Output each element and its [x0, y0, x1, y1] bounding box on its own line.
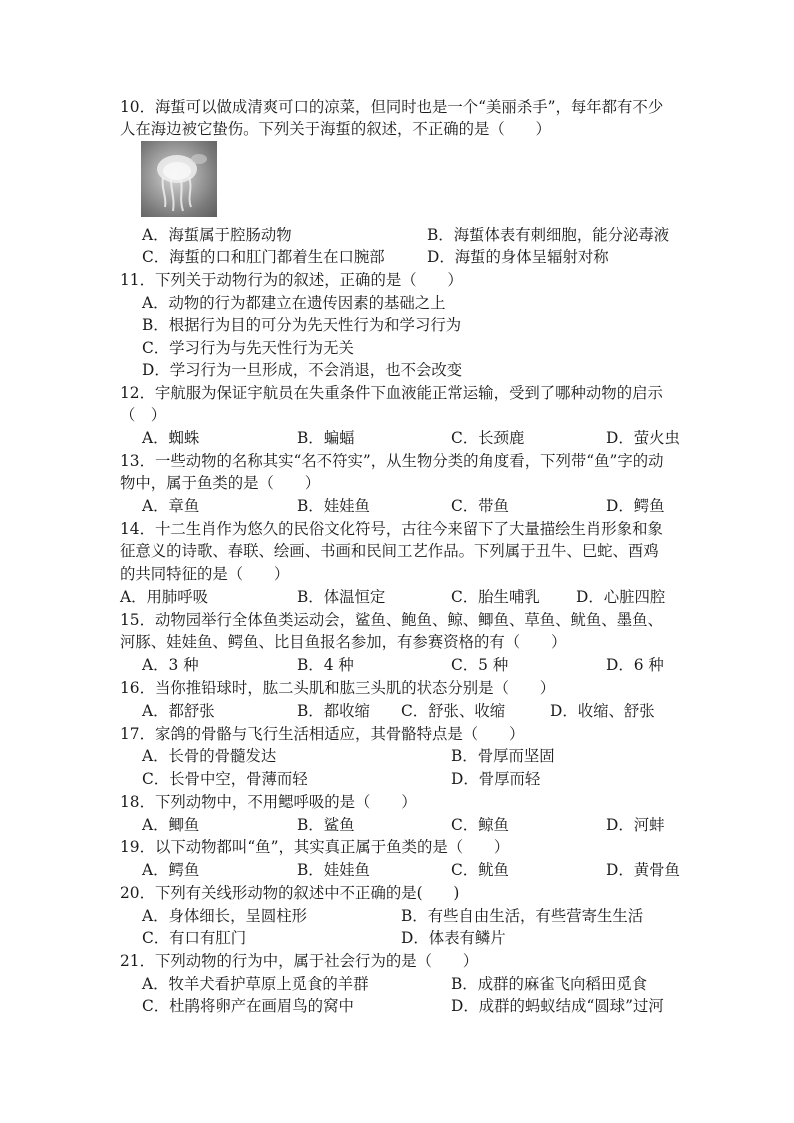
q17-option-a: A．长骨的骨髓发达: [142, 747, 277, 765]
q18-option-c: C．鲸鱼: [451, 816, 509, 834]
q14-stem-line-3: 的共同特征的是（ ）: [120, 565, 290, 583]
q21-stem-line-1: 21．下列动物的行为中，属于社会行为的是（ ）: [120, 952, 479, 970]
q17-option-c: C．长骨中空，骨薄而轻: [142, 770, 308, 788]
q20-option-a: A．身体细长，呈圆柱形: [142, 907, 308, 925]
q15-stem-line-1: 15．动物园举行全体鱼类运动会，鲨鱼、鲍鱼、鲸、鲫鱼、草鱼、鱿鱼、墨鱼、: [120, 611, 663, 629]
q12-option-c: C．长颈鹿: [451, 429, 525, 447]
q14-stem-line-2: 征意义的诗歌、春联、绘画、书画和民间工艺作品。下列属于丑牛、巳蛇、酉鸡: [120, 542, 659, 560]
q12-option-d: D．萤火虫: [606, 429, 680, 447]
q16-option-d: D．收缩、舒张: [550, 702, 655, 720]
q13-option-b: B．娃娃鱼: [297, 497, 370, 515]
q11-option-c: C．学习行为与先天性行为无关: [142, 339, 354, 357]
q18-stem-line-1: 18．下列动物中，不用鳃呼吸的是（ ）: [120, 793, 417, 811]
q14-option-d: D．心脏四腔: [576, 588, 666, 606]
q15-option-d: D．6 种: [606, 656, 664, 674]
q20-stem-line-1: 20．下列有关线形动物的叙述中不正确的是( ): [120, 884, 460, 902]
q19-option-a: A．鳄鱼: [142, 861, 200, 879]
q16-stem-line-1: 16．当你推铅球时，肱二头肌和肱三头肌的状态分别是（ ）: [120, 679, 556, 697]
q14-stem-line-1: 14．十二生肖作为悠久的民俗文化符号，古往今来留下了大量描绘生肖形象和象: [120, 520, 663, 538]
q15-option-a: A．3 种: [142, 656, 199, 674]
q11-stem-line-1: 11．下列关于动物行为的叙述，正确的是（ ）: [120, 271, 463, 289]
q19-option-c: C．鱿鱼: [451, 861, 509, 879]
q12-stem-line-1: 12．宇航服为保证宇航员在失重条件下血液能正常运输，受到了哪种动物的启示: [120, 384, 663, 402]
q15-option-c: C．5 种: [451, 656, 509, 674]
q20-option-d: D．体表有鳞片: [401, 929, 506, 947]
q12-option-a: A．蜘蛛: [142, 429, 200, 447]
jellyfish-photo: [141, 141, 217, 217]
q20-option-b: B．有些自由生活，有些营寄生生活: [401, 907, 644, 925]
q21-option-d: D．成群的蚂蚁结成“圆球”过河: [451, 997, 664, 1015]
q19-option-d: D．黄骨鱼: [606, 861, 680, 879]
q18-option-a: A．鲫鱼: [142, 816, 200, 834]
q17-option-b: B．骨厚而坚固: [451, 747, 555, 765]
q11-option-a: A．动物的行为都建立在遗传因素的基础之上: [142, 294, 446, 312]
q14-option-a: A．用肺呼吸: [120, 588, 209, 606]
q14-option-b: B．体温恒定: [297, 588, 386, 606]
q14-option-c: C．胎生哺乳: [451, 588, 540, 606]
q11-option-b: B．根据行为目的可分为先天性行为和学习行为: [142, 316, 462, 334]
q16-option-c: C．舒张、收缩: [401, 702, 506, 720]
q18-option-d: D．河蚌: [606, 816, 665, 834]
q20-option-c: C．有口有肛门: [142, 929, 247, 947]
q10-stem-line-2: 人在海边被它蛰伤。下列关于海蜇的叙述，不正确的是（ ）: [120, 120, 551, 138]
q10-option-c: C．海蜇的口和肛门都着生在口腕部: [142, 248, 385, 266]
q16-option-b: B．都收缩: [297, 702, 370, 720]
q10-option-a: A．海蜇属于腔肠动物: [142, 226, 292, 244]
jellyfish-icon: [141, 141, 217, 217]
q16-option-a: A．都舒张: [142, 702, 215, 720]
q13-stem-line-2: 物中，属于鱼类的是（ ）: [120, 474, 321, 492]
q13-stem-line-1: 13．一些动物的名称其实“名不符实”，从生物分类的角度看，下列带“鱼”字的动: [120, 452, 664, 470]
q13-option-c: C．带鱼: [451, 497, 509, 515]
q11-option-d: D．学习行为一旦形成，不会消退，也不会改变: [142, 361, 463, 379]
q10-option-b: B．海蜇体表有刺细胞，能分泌毒液: [427, 226, 670, 244]
q19-stem-line-1: 19．以下动物都叫“鱼”，其实真正属于鱼类的是（ ）: [120, 838, 510, 856]
q13-option-a: A．章鱼: [142, 497, 200, 515]
q21-option-b: B．成群的麻雀飞向稻田觅食: [451, 975, 647, 993]
q10-option-d: D．海蜇的身体呈辐射对称: [427, 248, 609, 266]
q12-stem-line-2: （ ）: [120, 406, 167, 424]
q19-option-b: B．娃娃鱼: [297, 861, 370, 879]
q21-option-a: A．牧羊犬看护草原上觅食的羊群: [142, 975, 369, 993]
q10-stem-line-1: 10．海蜇可以做成清爽可口的凉菜，但同时也是一个“美丽杀手”，每年都有不少: [120, 98, 664, 116]
q13-option-d: D．鳄鱼: [606, 497, 665, 515]
q12-option-b: B．蝙蝠: [297, 429, 355, 447]
q15-option-b: B．4 种: [297, 656, 354, 674]
q21-option-c: C．杜鹃将卵产在画眉鸟的窝中: [142, 997, 354, 1015]
q17-option-d: D．骨厚而轻: [451, 770, 541, 788]
q18-option-b: B．鲨鱼: [297, 816, 355, 834]
q17-stem-line-1: 17．家鸽的骨骼与飞行生活相适应，其骨骼特点是（ ）: [120, 725, 525, 743]
q15-stem-line-2: 河豚、娃娃鱼、鳄鱼、比目鱼报名参加，有参赛资格的有（ ）: [120, 633, 567, 651]
